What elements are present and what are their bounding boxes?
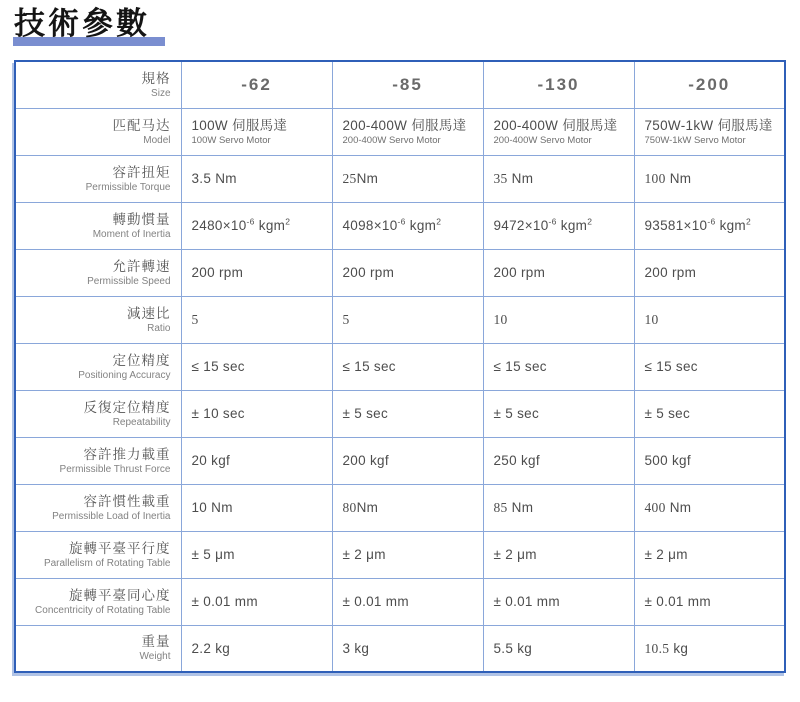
value-main xyxy=(343,546,477,563)
value-cell xyxy=(634,390,785,437)
column-header-cell xyxy=(483,61,634,108)
table-row xyxy=(15,578,785,625)
value-cell xyxy=(332,484,483,531)
row-label-cell xyxy=(15,484,181,531)
value-text: kgm xyxy=(254,218,286,233)
value-main xyxy=(645,452,779,469)
value-text: 10 xyxy=(493,312,508,327)
value-main xyxy=(192,264,326,281)
value-text: ± 2 μm xyxy=(342,547,386,562)
value-cell xyxy=(181,531,332,578)
column-header-size: -62 xyxy=(241,74,272,94)
value-text: 20 kgf xyxy=(191,453,231,468)
value-main xyxy=(192,546,326,563)
value-text: 500 kgf xyxy=(644,453,691,468)
row-label-en: Permissible Load of Inertia xyxy=(52,510,171,522)
value-text: ± 5 sec xyxy=(493,406,540,421)
spec-table xyxy=(14,60,786,673)
value-cell xyxy=(483,202,634,249)
value-cell xyxy=(634,343,785,390)
value-text: 200 rpm xyxy=(493,265,546,280)
value-main xyxy=(645,593,779,610)
value-main xyxy=(494,117,628,134)
value-cell xyxy=(332,531,483,578)
value-cell xyxy=(332,249,483,296)
value-main xyxy=(645,546,779,563)
value-main xyxy=(192,640,326,657)
value-text: ± 0.01 mm xyxy=(342,594,409,609)
row-label-zh: 定位精度 xyxy=(112,352,171,368)
value-main xyxy=(343,264,477,281)
value-cell xyxy=(181,437,332,484)
table-header-row xyxy=(15,61,785,108)
value-text: 100W 伺服馬達 xyxy=(191,117,288,133)
row-label-cell xyxy=(15,155,181,202)
value-text: 3 kg xyxy=(342,640,370,656)
value-cell xyxy=(483,108,634,155)
value-text: 200-400W 伺服馬達 xyxy=(493,117,618,133)
value-cell xyxy=(181,249,332,296)
value-cell xyxy=(181,578,332,625)
value-main xyxy=(343,405,477,422)
value-main xyxy=(645,311,779,328)
value-cell xyxy=(483,296,634,343)
value-main xyxy=(494,170,628,187)
value-main xyxy=(192,405,326,422)
value-main xyxy=(192,499,326,516)
column-header-size: -200 xyxy=(688,74,731,94)
row-label-cell xyxy=(15,108,181,155)
table-row xyxy=(15,108,785,155)
row-label-zh: 減速比 xyxy=(127,305,171,321)
value-text: 200 kgf xyxy=(342,453,389,468)
value-text: 200 rpm xyxy=(342,265,395,280)
value-text: 5 xyxy=(342,312,350,327)
table-row xyxy=(15,155,785,202)
value-cell xyxy=(181,108,332,155)
value-main xyxy=(494,640,628,657)
value-text: kgm xyxy=(405,218,437,233)
page-header xyxy=(14,6,800,46)
value-main xyxy=(494,217,628,234)
value-text: ± 5 μm xyxy=(191,547,235,562)
value-cell xyxy=(181,390,332,437)
row-label-en: Permissible Thrust Force xyxy=(59,463,171,475)
header-label-zh: 規格 xyxy=(141,70,171,86)
value-main xyxy=(192,358,326,375)
row-label-en: Moment of Inertia xyxy=(92,228,171,240)
value-cell xyxy=(634,437,785,484)
value-text: ± 5 sec xyxy=(644,406,691,421)
value-cell xyxy=(483,437,634,484)
row-label-en: Ratio xyxy=(147,322,171,334)
value-text: 2 xyxy=(745,216,752,227)
value-main xyxy=(494,405,628,422)
value-cell xyxy=(332,155,483,202)
value-text: 10.5 xyxy=(644,640,670,656)
value-text: -6 xyxy=(246,216,255,227)
value-cell xyxy=(181,343,332,390)
value-text: ± 0.01 mm xyxy=(191,594,258,609)
value-text: 5 xyxy=(191,312,199,327)
row-label-zh: 轉動慣量 xyxy=(112,211,171,227)
value-main xyxy=(645,170,779,187)
value-cell xyxy=(483,343,634,390)
value-main xyxy=(192,217,326,234)
value-text: ≤ 15 sec xyxy=(493,359,547,374)
value-main xyxy=(343,217,477,234)
value-main xyxy=(645,499,779,516)
table-row xyxy=(15,343,785,390)
value-text: 200-400W 伺服馬達 xyxy=(342,117,467,133)
value-text: 93581×10 xyxy=(644,218,708,233)
value-text: 400 xyxy=(644,500,666,515)
value-text: -6 xyxy=(397,216,406,227)
value-main xyxy=(343,640,477,657)
row-label-zh: 反復定位精度 xyxy=(83,399,171,415)
value-text: 2 xyxy=(587,216,593,227)
table-row xyxy=(15,437,785,484)
value-main xyxy=(645,217,779,234)
row-label-cell xyxy=(15,625,181,672)
table-row xyxy=(15,249,785,296)
value-text: ≤ 15 sec xyxy=(191,359,245,374)
value-sub: 750W-1kW Servo Motor xyxy=(644,134,746,146)
column-header-size: -130 xyxy=(537,74,580,94)
value-text: Nm xyxy=(356,171,379,186)
column-header-cell xyxy=(181,61,332,108)
value-cell xyxy=(634,625,785,672)
value-text: 5.5 kg xyxy=(493,640,533,656)
value-text: 35 xyxy=(493,171,508,186)
value-cell xyxy=(634,484,785,531)
value-text: 3.5 Nm xyxy=(191,171,237,186)
row-label-cell xyxy=(15,202,181,249)
table-row xyxy=(15,296,785,343)
value-cell xyxy=(483,578,634,625)
value-main xyxy=(494,499,628,516)
value-text: ± 0.01 mm xyxy=(493,594,560,609)
value-text: 250 kgf xyxy=(493,453,540,468)
row-label-cell xyxy=(15,249,181,296)
value-text: ± 2 μm xyxy=(493,547,537,562)
value-text: ≤ 15 sec xyxy=(342,359,396,374)
value-text: -6 xyxy=(707,216,716,227)
value-cell xyxy=(181,625,332,672)
value-cell xyxy=(332,578,483,625)
row-label-cell xyxy=(15,531,181,578)
value-text: kgm xyxy=(715,218,746,233)
value-text: ≤ 15 sec xyxy=(644,359,698,374)
value-main xyxy=(192,117,326,134)
value-text: ± 2 μm xyxy=(644,547,688,562)
value-main xyxy=(343,593,477,610)
column-header-size: -85 xyxy=(392,74,423,94)
value-cell xyxy=(181,296,332,343)
value-cell xyxy=(332,343,483,390)
value-main xyxy=(645,640,779,657)
value-cell xyxy=(634,202,785,249)
value-text: 9472×10 xyxy=(493,218,549,233)
header-label-cell xyxy=(15,61,181,108)
value-cell xyxy=(332,202,483,249)
value-text: 2480×10 xyxy=(191,218,247,233)
row-label-zh: 匹配马达 xyxy=(112,117,171,133)
value-text: 100 xyxy=(644,171,666,186)
value-cell xyxy=(181,484,332,531)
value-text: Nm xyxy=(507,171,534,186)
row-label-en: Weight xyxy=(139,651,171,663)
value-main xyxy=(494,311,628,328)
row-label-en: Permissible Speed xyxy=(87,275,171,287)
value-text: Nm xyxy=(665,171,692,186)
value-main xyxy=(645,264,779,281)
value-cell xyxy=(181,155,332,202)
value-main xyxy=(343,311,477,328)
row-label-cell xyxy=(15,296,181,343)
value-main xyxy=(343,358,477,375)
row-label-en: Parallelism of Rotating Table xyxy=(43,557,171,569)
value-main xyxy=(343,452,477,469)
row-label-cell xyxy=(15,343,181,390)
row-label-cell xyxy=(15,578,181,625)
value-cell xyxy=(483,484,634,531)
value-main xyxy=(494,593,628,610)
value-main xyxy=(343,499,477,516)
table-row xyxy=(15,484,785,531)
value-main xyxy=(645,405,779,422)
value-text: 200 rpm xyxy=(644,265,697,280)
row-label-en: Positioning Accuracy xyxy=(78,369,171,381)
row-label-en: Concentricity of Rotating Table xyxy=(35,604,171,616)
value-text: ± 0.01 mm xyxy=(644,594,711,609)
value-text: 2 xyxy=(285,216,291,227)
row-label-cell xyxy=(15,390,181,437)
header-label-en: Size xyxy=(151,87,171,99)
value-main xyxy=(494,358,628,375)
value-cell xyxy=(332,625,483,672)
value-cell xyxy=(332,390,483,437)
value-text: -6 xyxy=(548,216,557,227)
value-cell xyxy=(332,437,483,484)
value-main xyxy=(192,593,326,610)
row-label-en: Repeatability xyxy=(112,416,171,428)
page-title: 技術參數 xyxy=(14,6,150,41)
value-main xyxy=(192,170,326,187)
row-label-cell xyxy=(15,437,181,484)
value-cell xyxy=(634,296,785,343)
row-label-zh: 旋轉平臺同心度 xyxy=(69,587,171,603)
value-cell xyxy=(483,155,634,202)
value-cell xyxy=(634,108,785,155)
value-text: kgm xyxy=(556,218,588,233)
value-text: Nm xyxy=(356,500,379,515)
value-cell xyxy=(483,625,634,672)
value-cell xyxy=(634,249,785,296)
row-label-zh: 容許慣性載重 xyxy=(83,493,171,509)
value-cell xyxy=(483,249,634,296)
value-sub: 200-400W Servo Motor xyxy=(493,134,592,146)
value-main xyxy=(494,546,628,563)
value-main xyxy=(645,117,779,134)
value-text: Nm xyxy=(665,500,692,515)
value-main xyxy=(192,311,326,328)
row-label-zh: 容許推力載重 xyxy=(83,446,171,462)
value-cell xyxy=(634,155,785,202)
value-text: 85 xyxy=(493,500,508,515)
value-text: 4098×10 xyxy=(342,218,398,233)
value-cell xyxy=(634,578,785,625)
value-text: 2.2 kg xyxy=(191,640,231,656)
row-label-zh: 容許扭矩 xyxy=(112,164,171,180)
value-main xyxy=(192,452,326,469)
table-row xyxy=(15,625,785,672)
value-text: 750W-1kW 伺服馬達 xyxy=(644,117,773,133)
value-cell xyxy=(634,531,785,578)
column-header-cell xyxy=(634,61,785,108)
value-text: ± 5 sec xyxy=(342,406,389,421)
value-main xyxy=(343,170,477,187)
row-label-en: Model xyxy=(143,134,171,146)
row-label-zh: 允許轉速 xyxy=(112,258,171,274)
value-text: 80 xyxy=(342,500,357,515)
value-sub: 200-400W Servo Motor xyxy=(342,134,441,146)
column-header-cell xyxy=(332,61,483,108)
value-cell xyxy=(483,531,634,578)
value-text: 10 xyxy=(644,312,659,327)
row-label-en: Permissible Torque xyxy=(85,181,171,193)
value-main xyxy=(645,358,779,375)
value-text: 200 rpm xyxy=(191,265,244,280)
row-label-zh: 旋轉平臺平行度 xyxy=(69,540,171,556)
row-label-zh: 重量 xyxy=(141,634,171,650)
value-cell xyxy=(332,296,483,343)
table-row xyxy=(15,390,785,437)
spec-table-body xyxy=(15,61,785,672)
value-text: ± 10 sec xyxy=(191,406,245,421)
table-row xyxy=(15,531,785,578)
value-text: 2 xyxy=(436,216,442,227)
value-cell xyxy=(483,390,634,437)
value-text: 10 Nm xyxy=(191,500,233,515)
value-main xyxy=(494,452,628,469)
table-row xyxy=(15,202,785,249)
value-main xyxy=(343,117,477,134)
value-cell xyxy=(332,108,483,155)
value-main xyxy=(494,264,628,281)
value-text: Nm xyxy=(507,500,534,515)
value-text: kg xyxy=(669,640,689,656)
value-sub: 100W Servo Motor xyxy=(191,134,271,146)
value-text: 25 xyxy=(342,171,357,186)
value-cell xyxy=(181,202,332,249)
